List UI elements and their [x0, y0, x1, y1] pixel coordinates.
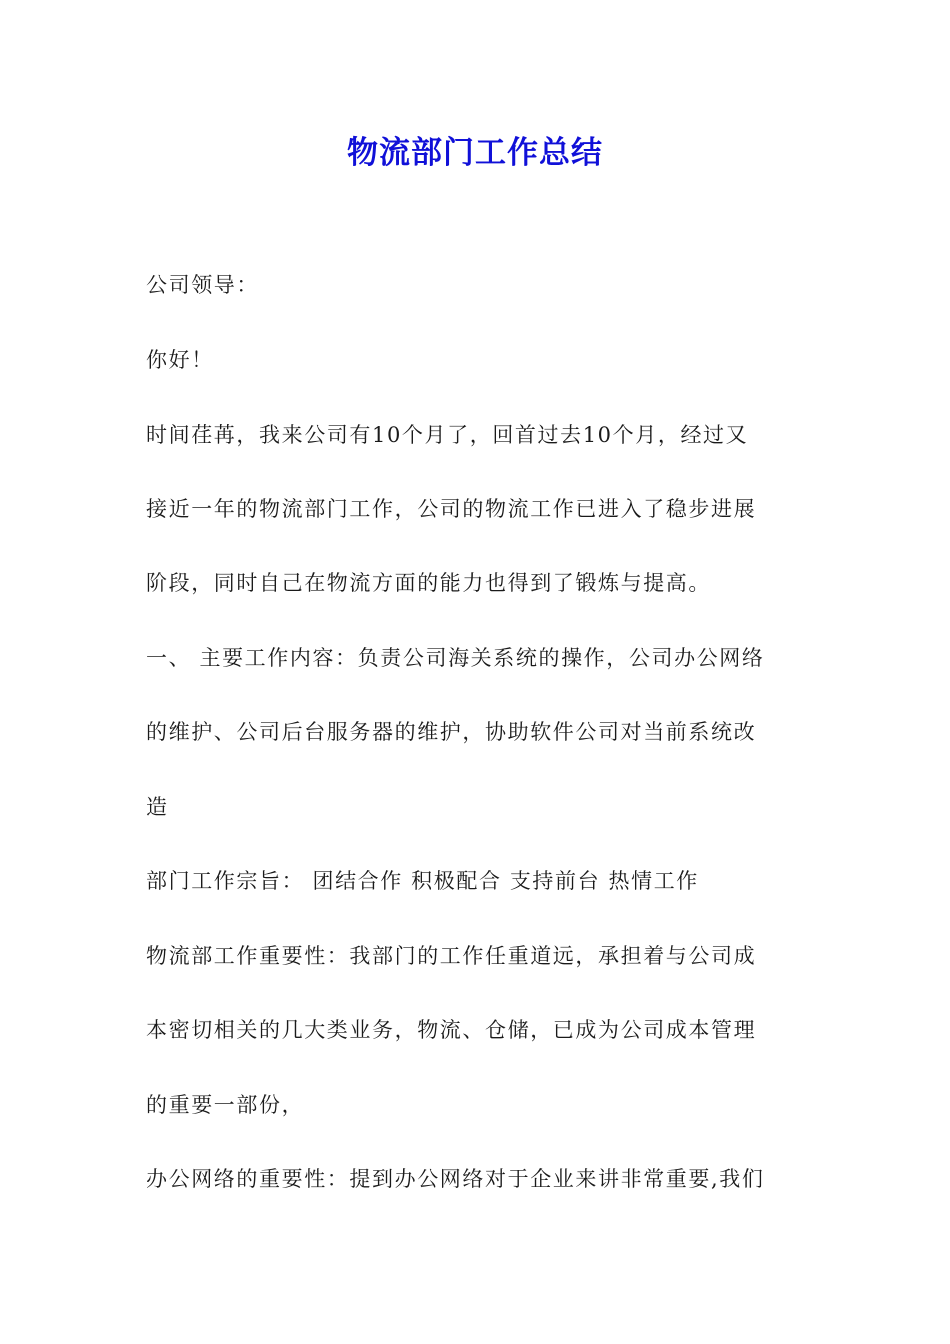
body-line: 时间荏苒，我来公司有10个月了，回首过去10个月，经过又	[146, 423, 749, 447]
body-line: 物流部工作重要性：我部门的工作任重道远，承担着与公司成	[146, 944, 757, 968]
body-line: 的维护、公司后台服务器的维护，协助软件公司对当前系统改	[146, 720, 757, 744]
body-line: 部门工作宗旨： 团结合作 积极配合 支持前台 热情工作	[146, 869, 699, 893]
body-line: 的重要一部份，	[146, 1093, 305, 1117]
salutation-line: 公司领导：	[146, 273, 259, 297]
body-line: 本密切相关的几大类业务，物流、仓储，已成为公司成本管理	[146, 1018, 757, 1042]
document-title: 物流部门工作总结	[347, 135, 603, 171]
greeting-line: 你好！	[146, 348, 214, 372]
body-line: 一、 主要工作内容：负责公司海关系统的操作，公司办公网络	[146, 646, 765, 670]
body-line: 阶段，同时自己在物流方面的能力也得到了锻炼与提高。	[146, 571, 711, 595]
body-line: 办公网络的重要性：提到办公网络对于企业来讲非常重要,我们	[146, 1167, 765, 1191]
body-line: 造	[146, 795, 169, 819]
body-line: 接近一年的物流部门工作，公司的物流工作已进入了稳步进展	[146, 497, 757, 521]
